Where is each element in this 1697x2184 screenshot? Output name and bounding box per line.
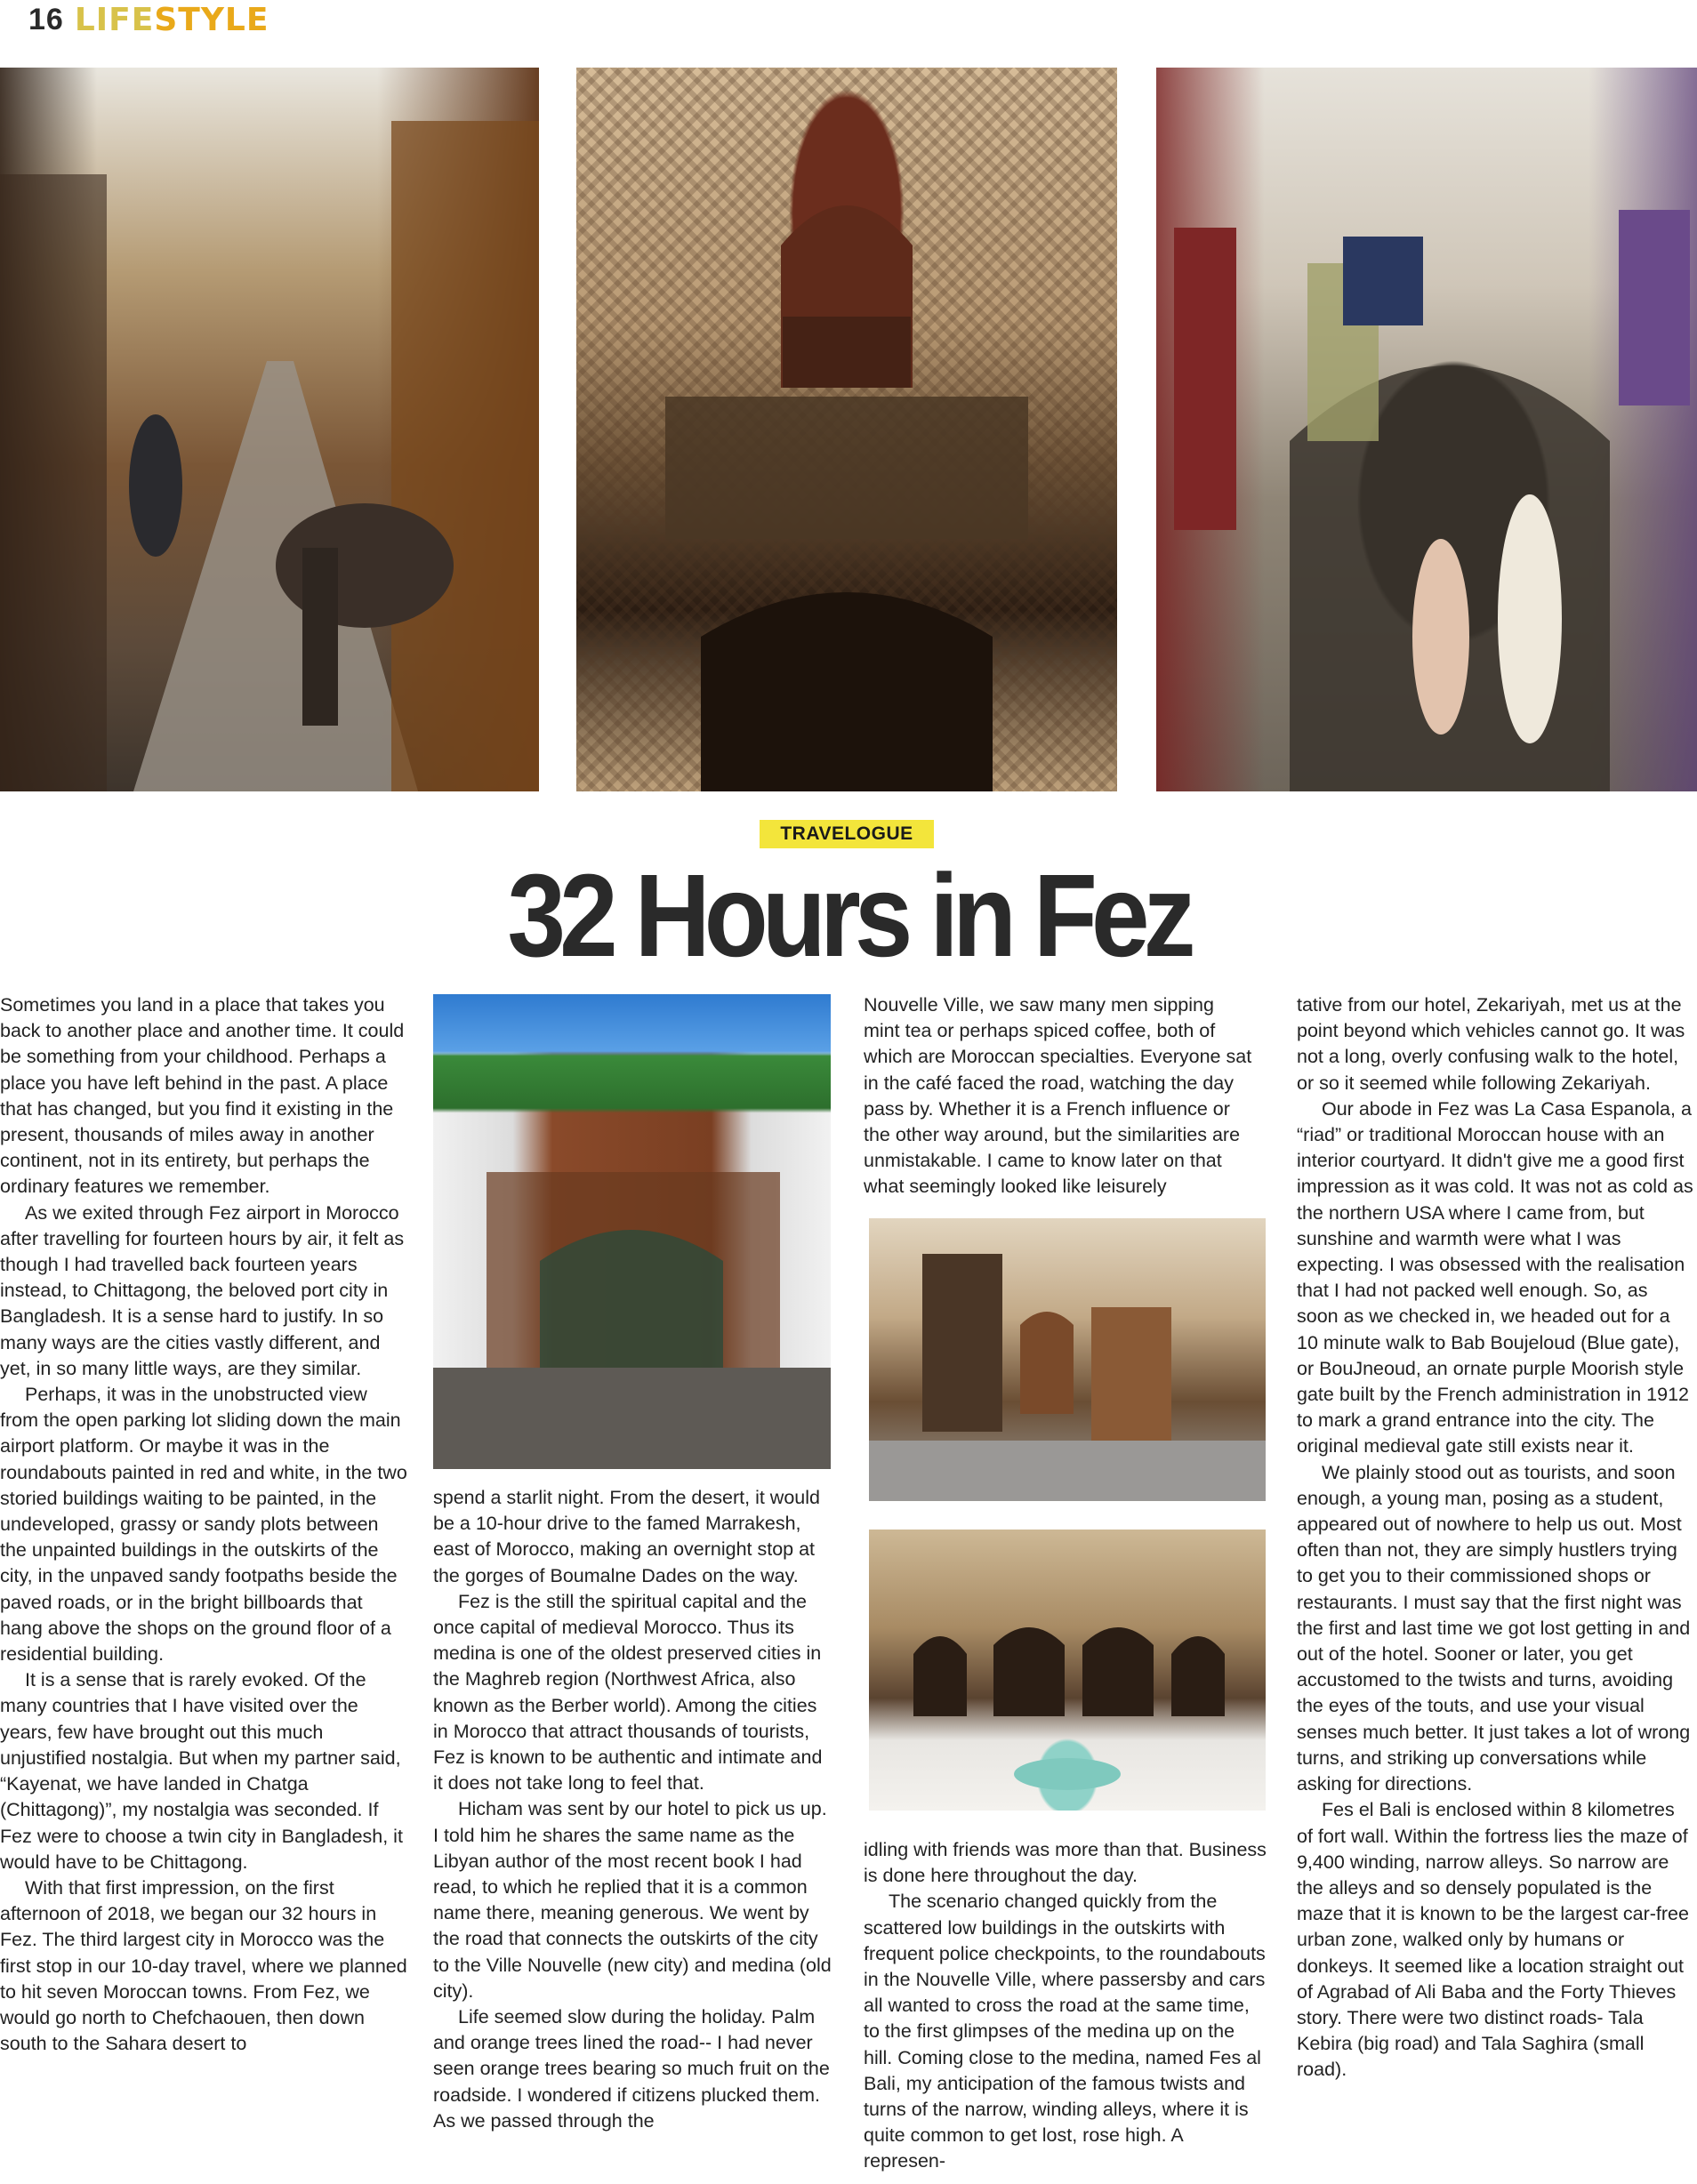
paragraph: spend a starlit night. From the desert, it would be a 10-hour drive to the famed Marrakesh, east of Morocco, making an overnight stop at the gorges of Boumalne Dades on the way. (433, 1487, 820, 1586)
paragraph: Hicham was sent by our hotel to pick us up. I told him he shares the same name as the Libyan author of the most recent book I had read, to which he replied that it is a common name there, meaning generous. We went by the road that connects the outskirts of the city to the Ville Nouvelle (new city) and medina (old city). (433, 1798, 832, 2002)
photo-street-doorways (869, 1218, 1266, 1501)
paragraph: Life seemed slow during the holiday. Palm and orange trees lined the road-- I had never seen orange trees bearing so much fruit on the roadside. I wondered if citizens plucked them. As we passed through the (433, 2006, 830, 2132)
section-logo-life: LIFE (74, 1, 155, 38)
article-column-3-bottom (864, 1837, 1267, 2175)
paragraph: We plainly stood out as tourists, and soon enough, a young man, posing as a student, appeared out of nowhere to help us out. Most often than not, they are simply hustlers trying to get you to their commissioned shops or restaurants. I must say that the first night was the first and last time we got lost getting in and out of the hotel. Sooner or later, you get accustomed to the twists and turns, avoiding the eyes of the touts, and use your visual senses much better. It just takes a lot of wrong turns, and striking up conversations while asking for directions. (1297, 1461, 1691, 1795)
paragraph: With that first impression, on the first afternoon of 2018, we began our 32 hours in Fez. The third largest city in Morocco was the first stop in our 10-day travel, where we planned to hit seven Moroccan towns. From Fez, we would go north to Chefchaouen, then down south to the Sahara desert to (0, 1876, 407, 2055)
kicker-label (760, 820, 934, 848)
paragraph: As we exited through Fez airport in Morocco after travelling for fourteen hours by air, it felt as though I had travelled back fourteen years instead, to Chittagong, the beloved port city in Bangladesh. It is a sense hard to justify. In so many ways are the cities vastly different, and yet, in so many little ways, are they similar. (0, 1201, 405, 1379)
paragraph: tative from our hotel, Zekariyah, met us at the point beyond which vehicles cannot go. It was not a long, overly confusing walk to the hotel, or so it seemed while following Zekariyah. (1297, 994, 1685, 1094)
paragraph: The scenario changed quickly from the scattered low buildings in the outskirts with frequent police checkpoints, to the roundabouts in the Nouvelle Ville, where passersby and cars all wanted to cross the road at the same time, to the first glimpses of the medina up on the hill. Coming close to the medina, named Fes al Bali, my anticipation of the famous twists and turns of the narrow, winding alleys, where it is quite common to get lost, rose high. A represen- (864, 1891, 1266, 2172)
headline: 32 Hours in Fez (507, 850, 1190, 983)
article-column-2 (433, 1485, 832, 2134)
paragraph: It is a sense that is rarely evoked. Of the many countries that I have visited over the years, few have brought out this much unjustified nostalgia. But when my partner said, “Kayenat, we have landed in Chatga (Chittagong)”, my nostalgia was seconded. If Fez were to choose a twin city in Bangladesh, it would have to be Chittagong. (0, 1669, 403, 1873)
paragraph: Fez is the still the spiritual capital and the once capital of medieval Morocco. Thus its medina is one of the oldest preserved cities in the Maghreb region (Northwest Africa, also known as the Berber world). Among the cities in Morocco that attract thousands of tourists, Fez is known to be authentic and intimate and it does not take long to feel that. (433, 1590, 823, 1795)
page-header (28, 0, 269, 39)
photo-mosque-fountain (433, 994, 831, 1469)
photo-souk-archway (1156, 68, 1697, 791)
kicker-text: TRAVELOGUE (780, 823, 913, 844)
paragraph: idling with friends was more than that. Business is done here throughout the day. (864, 1839, 1267, 1887)
paragraph: Perhaps, it was in the unobstructed view from the open parking lot sliding down the main airport platform. Or maybe it was in the roundabouts painted in red and white, in the two storied buildings waiting to be painted, in the undeveloped, grassy or sandy plots between the unpainted buildings in the outskirts of the city, in the unpaved sandy footpaths beside the paved roads, or in the bright billboards that hang above the shops on the ground floor of a residential building. (0, 1384, 407, 1666)
section-logo (75, 2, 269, 38)
photo-courtyard-arches (869, 1530, 1266, 1811)
paragraph: Sometimes you land in a place that takes you back to another place and another time. It could be something from your childhood. Perhaps a place you have left behind in the past. A place that has changed, but you find it existing in the present, thousands of miles away in another continent, not in its entirety, but perhaps the ordinary features we remember. (0, 994, 405, 1198)
article-column-3-top (864, 992, 1255, 1200)
paragraph: Nouvelle Ville, we saw many men sipping mint tea or perhaps spiced coffee, both of which are Moroccan specialties. Everyone sat in the café faced the road, watching the day pass by. Whether it is a French influence or the other way around, but the similarities are unmistakable. I came to know later on that what seemingly looked like leisurely (864, 994, 1252, 1198)
photo-carved-facade (576, 68, 1117, 791)
paragraph: Our abode in Fez was La Casa Espanola, a “riad” or traditional Moroccan house with an interior courtyard. It didn't give me a good first impression as it was cold. It was not as cold as the northern USA where I came from, but sunshine and warmth were what I was expecting. I was obsessed with the realisation that I had not packed well enough. So, as soon as we checked in, we headed out for a 10 minute walk to Bab Boujeloud (Blue gate), or BouJneoud, an ornate purple Moorish style gate built by the French administration in 1912 to mark a grand entrance into the city. The original medieval gate still exists near it. (1297, 1097, 1693, 1457)
paragraph: Fes el Bali is enclosed within 8 kilometres of fort wall. Within the fortress lies the maze of 9,400 winding, narrow alleys. So narrow are the alleys and so densely populated is the maze that it is known to be the largest car-free urban zone, walked only by humans or donkeys. It seemed like a location straight out of Agrabad of Ali Baba and the Forty Thieves story. There were two distinct roads- Tala Kebira (big road) and Tala Saghira (small road). (1297, 1799, 1689, 2081)
page-number: 16 (28, 2, 64, 36)
section-logo-style: STYLE (154, 1, 269, 38)
article-column-1 (0, 992, 407, 2057)
article-column-4 (1297, 992, 1694, 2084)
photo-medina-alley-donkey (0, 68, 539, 791)
